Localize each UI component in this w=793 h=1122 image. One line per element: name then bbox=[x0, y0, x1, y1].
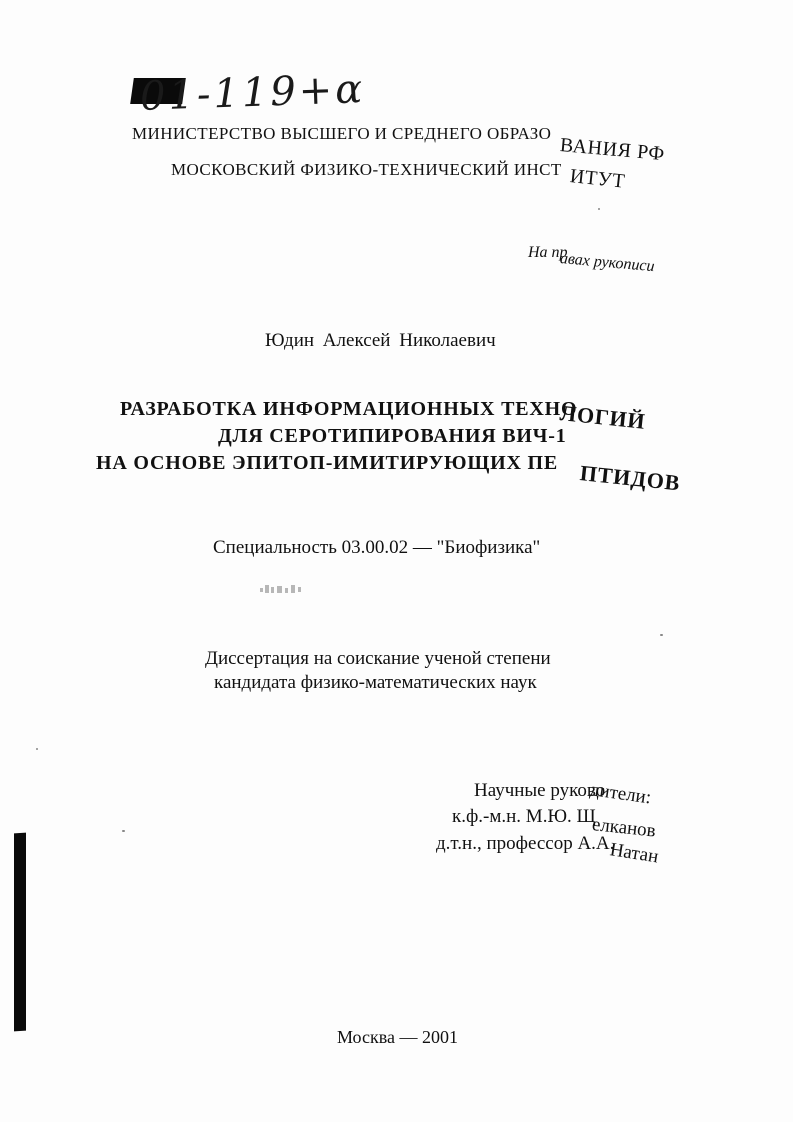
supervisors-heading: Научные руково bbox=[474, 780, 606, 801]
institution-line-2-warped: ИТУТ bbox=[568, 165, 627, 193]
supervisors-heading-warped: дители: bbox=[588, 779, 653, 809]
scan-speck bbox=[598, 208, 600, 210]
title-line-1-warped: ЛОГИЙ bbox=[558, 400, 647, 434]
institution-line-1: МИНИСТЕРСТВО ВЫСШЕГО И СРЕДНЕГО ОБРАЗО bbox=[132, 124, 552, 143]
title-line-1: РАЗРАБОТКА ИНФОРМАЦИОННЫХ ТЕХНО bbox=[120, 398, 578, 420]
supervisor-2: д.т.н., профессор А.А. bbox=[436, 833, 615, 854]
title-line-3: НА ОСНОВЕ ЭПИТОП-ИМИТИРУЮЩИХ ПЕ bbox=[96, 452, 559, 474]
institution-line-2: МОСКОВСКИЙ ФИЗИКО-ТЕХНИЧЕСКИЙ ИНСТ bbox=[171, 160, 562, 179]
manuscript-note-warped: авах рукописи bbox=[559, 250, 656, 276]
institution-line-1-warped: ВАНИЯ РФ bbox=[559, 134, 666, 166]
title-line-2: ДЛЯ СЕРОТИПИРОВАНИЯ ВИЧ-1 bbox=[218, 425, 567, 447]
city-year: Москва — 2001 bbox=[337, 1027, 458, 1047]
scan-speck bbox=[660, 634, 663, 636]
scan-speck bbox=[36, 748, 38, 750]
dissertation-line-2: кандидата физико-математических наук bbox=[214, 672, 537, 693]
supervisor-2-warped: Натан bbox=[608, 839, 660, 868]
supervisor-1: к.ф.-м.н. М.Ю. Щ bbox=[452, 806, 596, 827]
specialty: Специальность 03.00.02 — "Биофизика" bbox=[213, 537, 541, 558]
supervisor-1-warped: елканов bbox=[590, 814, 657, 842]
title-line-3-warped: ПТИДОВ bbox=[578, 460, 682, 496]
faint-stamp-mark bbox=[258, 582, 308, 598]
manuscript-note: На пр bbox=[528, 244, 568, 261]
handwritten-note: 01-119+α bbox=[139, 66, 367, 120]
scan-speck bbox=[122, 830, 125, 832]
scan-artifact-left-bar bbox=[14, 833, 26, 1032]
author-name: Юдин Алексей Николаевич bbox=[265, 330, 496, 351]
dissertation-line-1: Диссертация на соискание ученой степени bbox=[205, 648, 551, 669]
